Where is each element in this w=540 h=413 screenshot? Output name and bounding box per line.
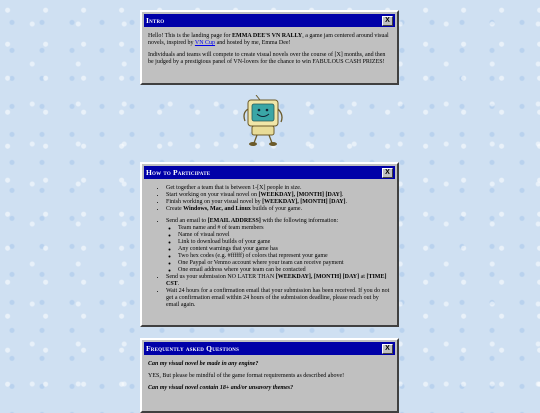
intro-text: , a game jam centered around visual novels, inspired by: [148, 33, 389, 46]
required-info-list: [166, 225, 391, 274]
intro-title: Intro: [146, 16, 165, 25]
step-text: with the following information:: [260, 218, 339, 224]
list-item: • Wait 24 hours for a confirmation email that your submission has been received. If you do not get a confirmation email within 24 hours of the submission deadline, please reach out by email again.: [166, 288, 391, 309]
intro-text: and hosted by me, Emma Dee!: [215, 40, 291, 46]
how-to-close-button[interactable]: X: [382, 168, 393, 178]
how-to-title: How to Participate: [146, 168, 211, 177]
faq-titlebar: [144, 342, 395, 355]
list-item: [166, 192, 391, 199]
start-date: [WEEKDAY], [MONTH] [DAY]: [258, 192, 342, 198]
list-item: • Get together a team that is between 1-[X] people in size.: [166, 185, 391, 192]
step-text: Send an email to: [166, 218, 208, 224]
intro-window: [140, 10, 399, 85]
faq-close-button[interactable]: X: [382, 344, 393, 354]
intro-content: [142, 29, 397, 77]
faq-title: Frequently asked Questions: [146, 344, 240, 353]
rally-name: EMMA DEE'S VN RALLY: [232, 33, 303, 39]
deadline-date: [WEEKDAY], [MONTH] [DAY]: [275, 274, 360, 280]
how-to-content: [142, 181, 397, 315]
step-text: .: [177, 281, 180, 287]
faq-content: [142, 357, 397, 403]
faq-question: Can my visual novel be made in any engine?: [148, 361, 259, 367]
intro-paragraph-2: Individuals and teams will compete to create visual novels over the course of [X] months, and then be judged by a prestigious panel of VN-lovers for the chance to win FABULOUS CASH PRIZES!: [148, 52, 386, 65]
list-item: ◦ One email address where your team can be contacted: [178, 267, 391, 274]
intro-close-button[interactable]: X: [382, 16, 393, 26]
list-item: ◦ Name of visual novel: [178, 232, 391, 239]
step-text: builds of your game.: [250, 206, 303, 212]
list-item: ◦ Any content warnings that your game has: [178, 246, 391, 253]
email-address: [EMAIL ADDRESS]: [207, 218, 261, 224]
step-text: .: [341, 192, 344, 198]
step-text: Create: [166, 206, 184, 212]
list-item: ◦ One Paypal or Venmo account where your team can receive payment: [178, 260, 391, 267]
submission-list: [148, 218, 391, 309]
faq-question: Can my visual novel contain 18+ and/or unsavory themes?: [148, 385, 294, 391]
faq-window: [140, 338, 399, 413]
intro-text: Hello! This is the landing page for: [148, 33, 233, 39]
faq-answer: YES, But please be mindful of the game format requirements as described above!: [148, 373, 345, 379]
list-item: [166, 206, 391, 213]
list-item: [166, 274, 391, 288]
list-item: ◦ Two hex codes (e.g. #ffffff) of colors that represent your game: [178, 253, 391, 260]
deadline-time: [TIME] CST: [166, 274, 387, 287]
step-text: Start working on your visual novel on: [166, 192, 259, 198]
list-item: ◦ Team name and # of team members: [178, 225, 391, 232]
intro-titlebar: [144, 14, 395, 27]
list-item: ◦ Link to download builds of your game: [178, 239, 391, 246]
end-date: [WEEKDAY], [MONTH] [DAY]: [262, 199, 346, 205]
intro-paragraph-1: [148, 33, 391, 47]
step-text: .: [345, 199, 348, 205]
list-item: [166, 199, 391, 206]
how-to-titlebar: [144, 166, 395, 179]
step-text: Send us your submission NO LATER THAN: [166, 274, 276, 280]
vn-cup-link[interactable]: VN Cup: [194, 40, 216, 46]
computer-mascot-icon: [242, 95, 284, 147]
step-text: Finish working on your visual novel by: [166, 199, 263, 205]
list-item: [166, 218, 391, 274]
platforms: Windows, Mac, and Linux: [183, 206, 251, 212]
how-to-participate-window: [140, 162, 399, 327]
steps-list: [148, 185, 391, 213]
step-text: at: [359, 274, 367, 280]
